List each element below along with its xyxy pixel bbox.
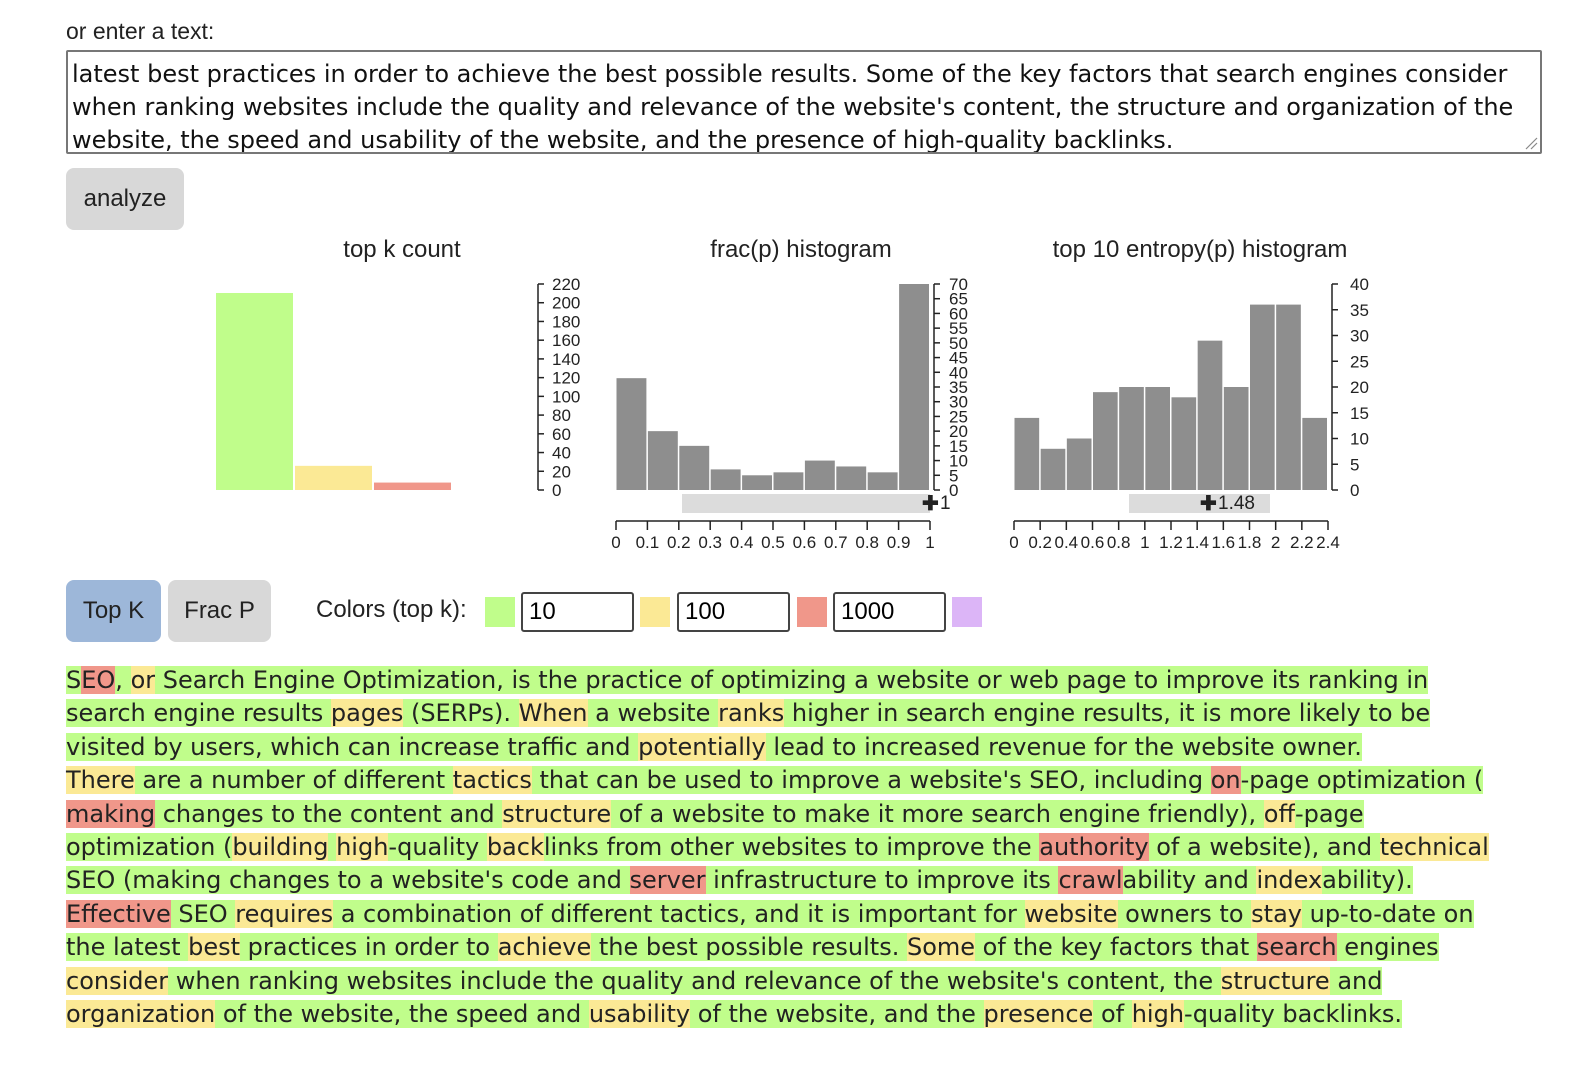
color-swatch-top100[interactable]	[640, 597, 670, 627]
token[interactable]: building	[232, 833, 329, 862]
token[interactable]: search	[1256, 933, 1337, 962]
chart-title-frac-p: frac(p) histogram	[710, 236, 892, 263]
threshold-input-3[interactable]	[833, 592, 946, 632]
color-swatch-rest[interactable]	[952, 597, 982, 627]
token[interactable]: infrastructure to improve its	[705, 866, 1059, 895]
token[interactable]: that can be used to improve a website's SEO, including	[531, 766, 1211, 795]
tick-label-entropy-x: 1	[1140, 533, 1150, 552]
tick-label-entropy-x: 1.8	[1237, 533, 1262, 552]
bar-frac-p-5	[774, 472, 804, 490]
tick-label-frac-p-left: 100	[552, 387, 581, 407]
token[interactable]: SEO (making changes to a website's code and	[66, 866, 630, 895]
token[interactable]: best	[188, 933, 241, 962]
token[interactable]: S	[66, 666, 82, 694]
tick-label-frac-p-left: 0	[552, 481, 562, 500]
text-input-value: latest best practices in order to achieve the best possible results. Some of the key factors that search engines consider when ranking websites include the quality and relevance of the website's content, the structure and organization of the website, the speed and usability of the website, and the presence of high-quality backlinks.	[72, 60, 1521, 154]
token[interactable]: the latest	[66, 933, 189, 962]
token[interactable]: -page optimization (	[1240, 766, 1484, 795]
token[interactable]: achieve	[497, 933, 592, 962]
bar-entropy-4	[1119, 387, 1144, 490]
tick-label-frac-p-x: 0.9	[886, 533, 911, 552]
token[interactable]: -quality backlinks.	[1184, 1000, 1403, 1029]
bar-entropy-6	[1172, 397, 1197, 490]
token[interactable]: ,	[115, 666, 131, 694]
token[interactable]: when ranking websites include the quality and relevance of the website's content, the	[168, 966, 1221, 995]
token[interactable]: Some	[906, 933, 976, 962]
token[interactable]: EO	[81, 666, 116, 694]
token[interactable]: organization	[66, 1000, 216, 1029]
bar-top-k-1000	[374, 483, 451, 490]
token[interactable]: structure	[1220, 966, 1330, 995]
bar-frac-p-3	[711, 469, 741, 490]
color-swatch-top1000[interactable]	[797, 597, 827, 627]
bar-frac-p-2	[679, 446, 709, 490]
tick-label-frac-p-right: 45	[949, 348, 968, 368]
text-input[interactable]	[66, 50, 1542, 154]
token[interactable]: ability and	[1122, 866, 1257, 895]
tick-label-frac-p-right: 0	[949, 481, 959, 500]
token[interactable]: practices in order to	[240, 933, 498, 962]
tick-label-frac-p-x: 0.3	[698, 533, 723, 552]
token[interactable]: ability).	[1322, 866, 1413, 895]
bar-frac-p-6	[805, 461, 835, 490]
tick-label-entropy-x: 1.2	[1159, 533, 1183, 552]
bar-top-k-100	[295, 466, 372, 490]
token[interactable]	[328, 833, 336, 861]
input-label: or enter a text:	[66, 18, 215, 44]
token[interactable]: of a website to make it more search engine friendly),	[611, 799, 1264, 828]
tick-label-frac-p-x: 0	[611, 533, 621, 552]
token[interactable]: search engine results	[66, 699, 331, 728]
tick-label-frac-p-right: 20	[949, 422, 968, 442]
token[interactable]: optimization (	[66, 833, 233, 862]
tick-label-frac-p-left: 200	[552, 293, 581, 313]
tick-label-entropy-x: 0	[1009, 533, 1019, 552]
tick-label-frac-p-right: 65	[949, 289, 968, 309]
token[interactable]: on	[1210, 766, 1241, 795]
bar-entropy-3	[1093, 392, 1118, 490]
tick-label-frac-p-x: 0.7	[823, 533, 848, 552]
token[interactable]: presence	[983, 1000, 1094, 1029]
token[interactable]: authority	[1039, 833, 1149, 862]
token[interactable]: index	[1256, 866, 1323, 895]
tick-label-frac-p-right: 25	[949, 407, 968, 427]
tick-label-entropy-right: 40	[1350, 275, 1369, 294]
token[interactable]: usability	[588, 1000, 691, 1029]
frac-p-button[interactable]: Frac P	[168, 580, 271, 642]
tick-label-frac-p-right: 35	[949, 378, 968, 397]
token[interactable]: changes to the content and	[155, 799, 503, 828]
tick-label-frac-p-x: 0.1	[635, 533, 660, 552]
threshold-input-2[interactable]	[677, 592, 790, 632]
tick-label-frac-p-right: 50	[949, 333, 968, 353]
tick-label-entropy-right: 25	[1350, 352, 1369, 372]
token[interactable]: a website	[587, 699, 719, 728]
token[interactable]: making	[66, 799, 156, 828]
token[interactable]: of the key factors that	[975, 933, 1257, 962]
token[interactable]: the best possible results.	[591, 933, 907, 962]
token[interactable]: engines	[1336, 933, 1439, 962]
tick-label-frac-p-x: 0.5	[761, 533, 785, 552]
token[interactable]: links from other websites to improve the	[543, 833, 1040, 862]
token[interactable]: lead to increased revenue for the website owner.	[765, 732, 1362, 761]
token-analysis-text	[66, 664, 1536, 1031]
tick-label-frac-p-left: 40	[552, 443, 571, 463]
tick-label-frac-p-right: 40	[949, 363, 968, 383]
token[interactable]: high	[1131, 1000, 1185, 1029]
token[interactable]: server	[629, 866, 706, 895]
bar-entropy-7	[1198, 341, 1223, 490]
tick-label-frac-p-x: 0.8	[855, 533, 880, 552]
tick-label-frac-p-x: 0.6	[792, 533, 817, 552]
tick-label-entropy-right: 0	[1350, 481, 1360, 500]
tick-label-entropy-right: 10	[1350, 429, 1369, 449]
token[interactable]: visited by users, which can increase traffic and	[66, 732, 639, 761]
tick-label-frac-p-left: 120	[552, 368, 581, 388]
tick-label-entropy-x: 0.2	[1028, 533, 1052, 552]
tick-label-entropy-x: 1.6	[1211, 533, 1236, 552]
token[interactable]: higher in search engine results, it is more likely to be	[784, 699, 1431, 728]
bar-entropy-8	[1224, 387, 1249, 490]
token[interactable]: of the website, the speed and	[215, 1000, 589, 1029]
tick-label-frac-p-right: 70	[949, 275, 968, 294]
bar-entropy-2	[1067, 439, 1092, 491]
tick-label-frac-p-left: 140	[552, 349, 581, 369]
bar-frac-p-0	[617, 378, 647, 490]
bar-entropy-9	[1250, 305, 1275, 490]
bar-frac-p-7	[836, 466, 866, 490]
token[interactable]: technical	[1379, 833, 1489, 862]
tick-label-frac-p-left: 180	[552, 312, 581, 332]
token[interactable]: There	[66, 766, 135, 795]
tick-label-entropy-right: 20	[1350, 378, 1369, 397]
tick-label-frac-p-right: 10	[949, 451, 968, 471]
chart-title-entropy: top 10 entropy(p) histogram	[1052, 236, 1348, 263]
token[interactable]: ranks	[718, 699, 785, 728]
token[interactable]: owners to	[1117, 899, 1252, 928]
bar-entropy-0	[1015, 418, 1040, 490]
colors-label: Colors (top k):	[316, 596, 467, 623]
marker-label-entropy: 1.48	[1218, 493, 1255, 514]
token[interactable]: Search Engine Optimization, is the practice of optimizing a website or web page to improve its ranking in	[155, 666, 1429, 694]
token[interactable]: Effective	[66, 899, 171, 928]
token[interactable]: structure	[502, 799, 612, 828]
token[interactable]: stay	[1251, 899, 1302, 928]
histogram-charts	[0, 228, 1596, 568]
tick-label-entropy-x: 0.8	[1106, 533, 1131, 552]
token[interactable]: off	[1263, 799, 1295, 828]
bar-top-k-10	[216, 293, 293, 490]
token[interactable]: of	[1093, 1000, 1132, 1029]
color-swatch-top10[interactable]	[485, 597, 515, 627]
token[interactable]: are a number of different	[134, 766, 453, 795]
tick-label-frac-p-right: 30	[949, 392, 968, 412]
bar-frac-p-9	[899, 284, 929, 490]
tick-label-entropy-x: 2.2	[1290, 533, 1314, 552]
marker-entropy-icon: ✚	[1200, 493, 1217, 515]
bar-frac-p-4	[742, 475, 772, 490]
tick-label-frac-p-left: 160	[552, 331, 581, 351]
bar-frac-p-1	[648, 431, 678, 490]
tick-label-frac-p-left: 80	[552, 406, 571, 426]
chart-title-top-k: top k count	[343, 236, 461, 263]
tick-label-entropy-right: 15	[1350, 403, 1369, 423]
token[interactable]: tactics	[452, 766, 532, 795]
tick-label-frac-p-right: 55	[949, 319, 968, 339]
tick-label-frac-p-x: 0.4	[729, 533, 754, 552]
token[interactable]: crawl	[1058, 866, 1123, 895]
marker-frac-p-icon: ✚	[922, 493, 939, 515]
token[interactable]: back	[486, 833, 544, 862]
tick-label-frac-p-right: 5	[949, 466, 959, 486]
token[interactable]: website	[1024, 899, 1118, 928]
token[interactable]: and	[1329, 966, 1383, 995]
tick-label-frac-p-right: 60	[949, 304, 968, 324]
token[interactable]: of a website), and	[1148, 833, 1380, 862]
tick-label-entropy-x: 1.4	[1185, 533, 1209, 552]
bar-entropy-1	[1041, 449, 1066, 490]
token[interactable]: pages	[330, 699, 404, 728]
tick-label-entropy-x: 0.6	[1080, 533, 1105, 552]
marker-label-frac-p: 1	[940, 493, 951, 514]
bar-frac-p-8	[868, 472, 898, 490]
tick-label-entropy-x: 0.4	[1054, 533, 1079, 552]
token[interactable]: (SERPs).	[403, 699, 519, 728]
tick-label-entropy-right: 30	[1350, 326, 1369, 346]
top-k-button[interactable]: Top K	[66, 580, 161, 642]
token[interactable]: -quality	[388, 833, 487, 862]
token[interactable]: consider	[66, 966, 169, 995]
range-brush-frac-p	[682, 494, 930, 513]
token[interactable]: a combination of different tactics, and it is important for	[333, 899, 1025, 928]
tick-label-entropy-right: 5	[1350, 455, 1360, 475]
tick-label-frac-p-left: 20	[552, 462, 571, 482]
tick-label-frac-p-x: 1	[925, 533, 935, 552]
token[interactable]: high	[336, 833, 389, 862]
tick-label-entropy-x: 2.4	[1316, 533, 1340, 552]
tick-label-frac-p-right: 15	[949, 436, 968, 456]
tick-label-entropy-right: 35	[1350, 300, 1369, 320]
tick-label-frac-p-x: 0.2	[666, 533, 691, 552]
tick-label-entropy-x: 2	[1270, 533, 1281, 552]
bar-entropy-10	[1276, 305, 1301, 490]
token[interactable]: requires	[235, 899, 334, 928]
tick-label-frac-p-left: 220	[552, 275, 581, 294]
analyze-button[interactable]: analyze	[66, 168, 184, 230]
token[interactable]: -page	[1294, 799, 1364, 828]
token[interactable]: of the website, and the	[690, 1000, 984, 1029]
token[interactable]: or	[130, 666, 156, 694]
bar-entropy-5	[1145, 387, 1170, 490]
bar-entropy-11	[1302, 418, 1327, 490]
token[interactable]: When	[518, 699, 588, 728]
token[interactable]: potentially	[638, 732, 766, 761]
tick-label-frac-p-left: 60	[552, 424, 571, 444]
token[interactable]: SEO	[170, 899, 236, 928]
token[interactable]: up-to-date on	[1301, 899, 1474, 928]
threshold-input-1[interactable]	[521, 592, 634, 632]
resize-handle-icon[interactable]	[1524, 136, 1538, 150]
